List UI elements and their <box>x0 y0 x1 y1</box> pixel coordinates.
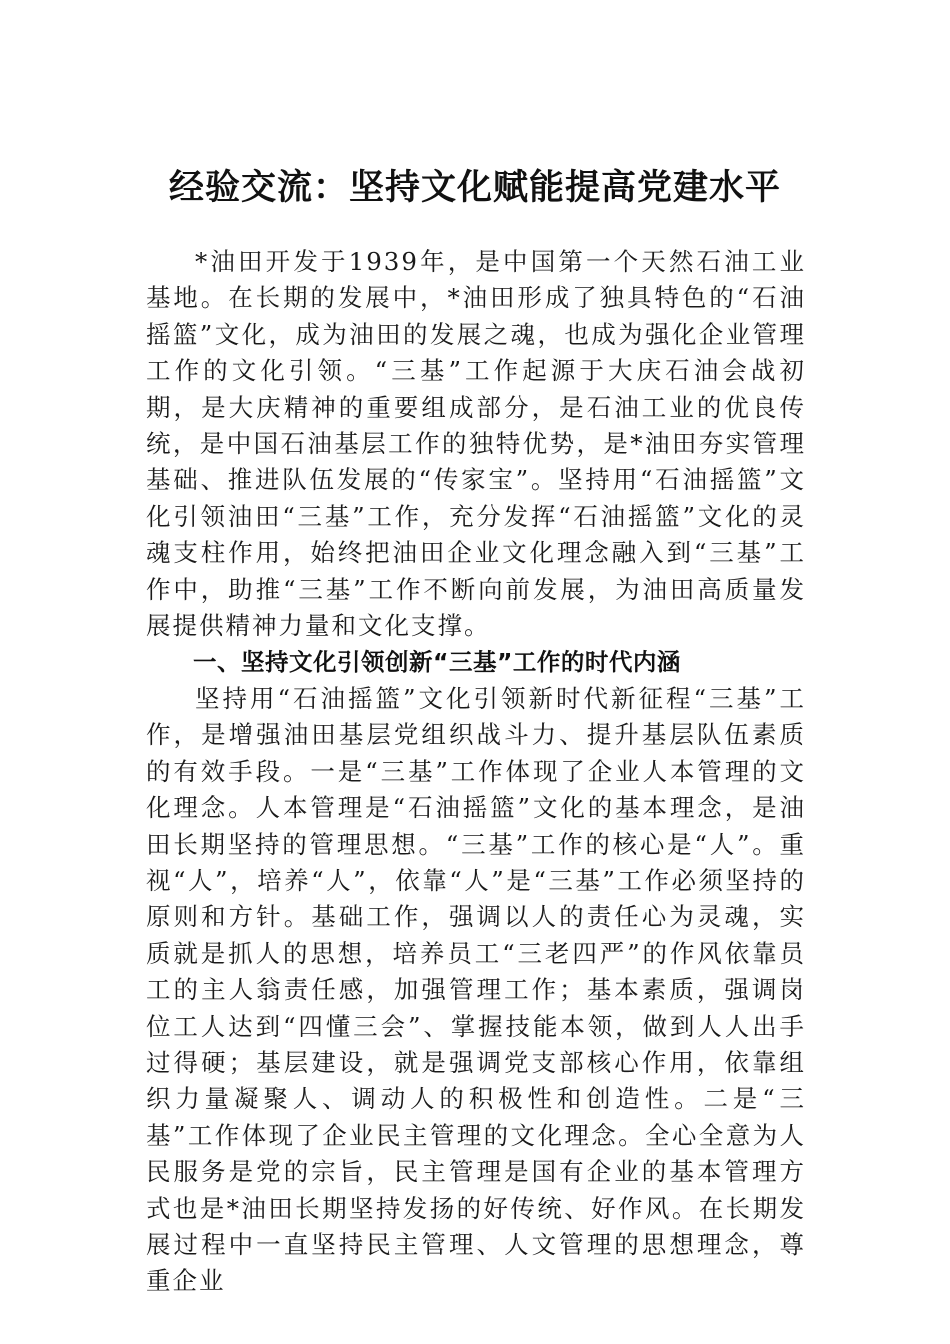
section-1-paragraph: 坚持用“石油摇篮”文化引领新时代新征程“三基”工作，是增强油田基层党组织战斗力、提升基层队伍素质的有效手段。一是“三基”工作体现了企业人本管理的文化理念。人本管理是“石油摇篮”文化的基本理念，是油田长期坚持的管理思想。“三基”工作的核心是“人”。重视“人”，培养“人”，依靠“人”是“三基”工作必须坚持的原则和方针。基础工作，强调以人的责任心为灵魂，实质就是抓人的思想，培养员工“三老四严”的作风依靠员工的主人翁责任感，加强管理工作；基本素质，强调岗位工人达到“四懂三会”、掌握技能本领，做到人人出手过得硬；基层建设，就是强调党支部核心作用，依靠组织力量凝聚人、调动人的积极性和创造性。二是“三基”工作体现了企业民主管理的文化理念。全心全意为人民服务是党的宗旨，民主管理是国有企业的基本管理方式也是*油田长期坚持发扬的好传统、好作风。在长期发展过程中一直坚持民主管理、人文管理的思想理念，尊重企业 <box>146 683 806 1296</box>
document-title: 经验交流：坚持文化赋能提高党建水平 <box>168 167 781 208</box>
section-1-heading: 一、坚持文化引领创新“三基”工作的时代内涵 <box>193 648 681 677</box>
document-body <box>146 244 806 1300</box>
intro-paragraph: *油田开发于1939年，是中国第一个天然石油工业基地。在长期的发展中，*油田形成了独具特色的“石油摇篮”文化，成为油田的发展之魂，也成为强化企业管理工作的文化引领。“三基”工作起源于大庆石油会战初期，是大庆精神的重要组成部分，是石油工业的优良传统，是中国石油基层工作的独特优势，是*油田夯实管理基础、推进队伍发展的“传家宝”。坚持用“石油摇篮”文化引领油田“三基”工作，充分发挥“石油摇篮”文化的灵魂支柱作用，始终把油田企业文化理念融入到“三基”工作中，助推“三基”工作不断向前发展，为油田高质量发展提供精神力量和文化支撑。 <box>146 247 806 641</box>
